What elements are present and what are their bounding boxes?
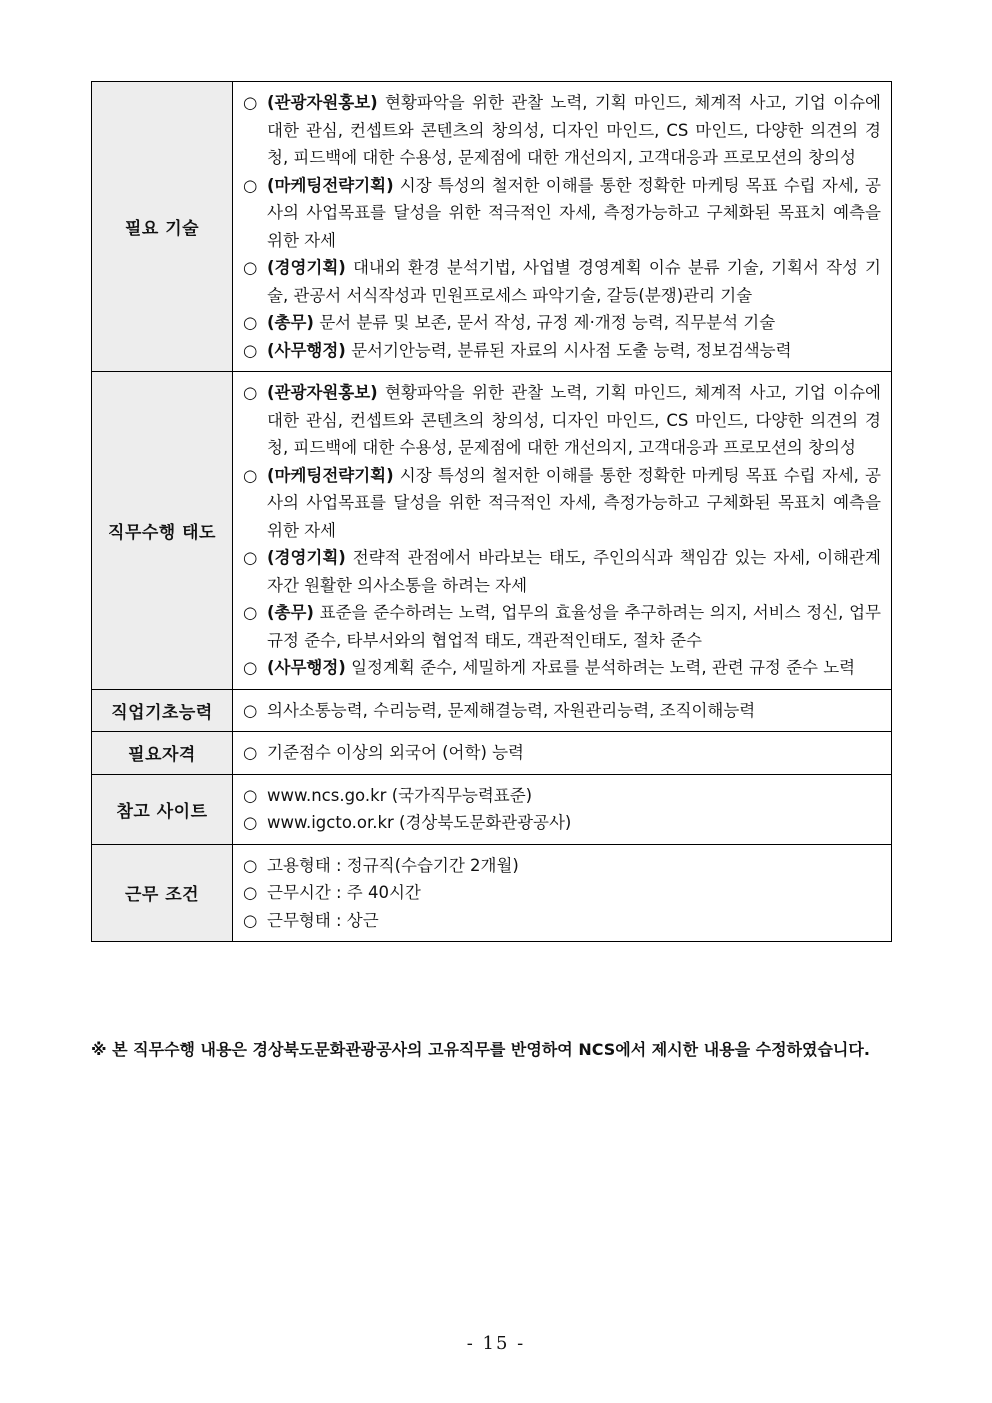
circle-bullet-icon: ○ (243, 603, 258, 622)
list-item (243, 852, 881, 880)
circle-bullet-icon: ○ (243, 855, 258, 875)
item-text: 근무형태 : 상근 (267, 910, 379, 930)
circle-bullet-icon: ○ (243, 813, 258, 832)
row-qualifications (92, 732, 892, 775)
list-item (243, 462, 881, 545)
page-number: - 15 - (466, 1333, 526, 1354)
item-text: 대내외 환경 분석기법, 사업별 경영계획 이슈 분류 기술, 기획서 작성 기술, 관공서 서식작성과 민원프로세스 파악기술, 갈등(분쟁)관리 기술 (267, 258, 881, 305)
row-content (233, 82, 892, 372)
circle-bullet-icon: ○ (243, 313, 258, 332)
item-category: (관광자원홍보) (267, 93, 378, 112)
circle-bullet-icon: ○ (243, 883, 258, 902)
circle-bullet-icon: ○ (243, 910, 258, 930)
list-item (243, 739, 881, 767)
list-item (243, 697, 881, 725)
row-content (233, 844, 892, 942)
item-text: 고용형태 : 정규직(수습기간 2개월) (267, 855, 519, 875)
list-item (243, 907, 881, 935)
list-item (243, 879, 881, 907)
item-category: (총무) (267, 603, 314, 622)
list-item (243, 309, 881, 337)
item-text: 기준점수 이상의 외국어 (어학) 능력 (267, 743, 524, 762)
row-content (233, 732, 892, 775)
list-item (243, 654, 881, 682)
circle-bullet-icon: ○ (243, 548, 258, 567)
list-item (243, 782, 881, 810)
row-header: 필요 기술 (92, 82, 233, 372)
circle-bullet-icon: ○ (243, 785, 258, 805)
list-item (243, 809, 881, 837)
circle-bullet-icon: ○ (243, 383, 258, 402)
item-category: (사무행정) (267, 658, 346, 677)
item-category: (관광자원홍보) (267, 383, 378, 402)
item-text: 현황파악을 위한 관찰 노력, 기획 마인드, 체계적 사고, 기업 이슈에 대한 관심, 컨셉트와 콘텐츠의 창의성, 디자인 마인드, CS 마인드, 다양한 의견의 경청, 피드백에 대한 수용성, 문제점에 대한 개선의지, 고객대응과 프로모션의 창의성 (267, 93, 881, 167)
row-header: 참고 사이트 (92, 774, 233, 844)
list-item (243, 544, 881, 599)
row-header: 직무수행 태도 (92, 372, 233, 690)
list-item (243, 379, 881, 462)
item-category: (사무행정) (267, 340, 346, 360)
list-item (243, 337, 881, 365)
item-text: 근무시간 : 주 40시간 (267, 883, 421, 902)
circle-bullet-icon: ○ (243, 658, 258, 677)
row-required-skills (92, 82, 892, 372)
site-link[interactable]: www.ncs.go.kr (국가직무능력표준) (267, 785, 533, 805)
row-work-attitude (92, 372, 892, 690)
item-text: 현황파악을 위한 관찰 노력, 기획 마인드, 체계적 사고, 기업 이슈에 대한 관심, 컨셉트와 콘텐츠의 창의성, 디자인 마인드, CS 마인드, 다양한 의견의 경청, 피드백에 대한 수용성, 문제점에 대한 개선의지, 고객대응과 프로모션의 창의성 (267, 383, 881, 457)
circle-bullet-icon: ○ (243, 175, 258, 195)
item-text: 시장 특성의 철저한 이해를 통한 정확한 마케팅 목표 수립 자세, 공사의 사업목표를 달성을 위한 적극적인 자세, 측정가능하고 구체화된 목표치 예측을 위한 자세 (267, 465, 881, 540)
item-category: (총무) (267, 313, 314, 332)
row-content (233, 774, 892, 844)
item-text: 전략적 관점에서 바라보는 태도, 주인의식과 책임감 있는 자세, 이해관계자간 원활한 의사소통을 하려는 자세 (267, 548, 881, 595)
list-item (243, 172, 881, 255)
site-link[interactable]: www.igcto.or.kr (경상북도문화관광공사) (267, 813, 572, 832)
list-item (243, 254, 881, 309)
row-content (233, 372, 892, 690)
row-header: 필요자격 (92, 732, 233, 775)
item-text: 문서기안능력, 분류된 자료의 시사점 도출 능력, 정보검색능력 (345, 340, 792, 360)
item-category: (경영기획) (267, 548, 346, 567)
item-text: 시장 특성의 철저한 이해를 통한 정확한 마케팅 목표 수립 자세, 공사의 사업목표를 달성을 위한 적극적인 자세, 측정가능하고 구체화된 목표치 예측을 위한 자세 (267, 175, 881, 250)
row-content (233, 689, 892, 732)
row-reference-sites (92, 774, 892, 844)
item-category: (경영기획) (267, 258, 346, 277)
item-text: 문서 분류 및 보존, 문서 작성, 규정 제·개정 능력, 직무분석 기술 (313, 313, 776, 332)
item-text: 일정계획 준수, 세밀하게 자료를 분석하려는 노력, 관련 규정 준수 노력 (345, 658, 856, 677)
circle-bullet-icon: ○ (243, 258, 258, 277)
row-header: 근무 조건 (92, 844, 233, 942)
list-item (243, 599, 881, 654)
item-text: 의사소통능력, 수리능력, 문제해결능력, 자원관리능력, 조직이해능력 (267, 700, 756, 720)
item-text: 표준을 준수하려는 노력, 업무의 효율성을 추구하려는 의지, 서비스 정신, 업무규정 준수, 타부서와의 협업적 태도, 객관적인태도, 절차 준수 (267, 603, 881, 650)
circle-bullet-icon: ○ (243, 743, 258, 762)
item-category: (마케팅전략기획) (267, 175, 394, 195)
circle-bullet-icon: ○ (243, 340, 258, 360)
list-item (243, 89, 881, 172)
row-work-conditions (92, 844, 892, 942)
row-header: 직업기초능력 (92, 689, 233, 732)
footnote: ※ 본 직무수행 내용은 경상북도문화관광공사의 고유직무를 반영하여 NCS에서 제시한 내용을 수정하였습니다. (91, 1040, 870, 1059)
row-basic-competency (92, 689, 892, 732)
circle-bullet-icon: ○ (243, 700, 258, 720)
circle-bullet-icon: ○ (243, 465, 258, 485)
circle-bullet-icon: ○ (243, 93, 258, 112)
item-category: (마케팅전략기획) (267, 465, 394, 485)
job-description-table (91, 81, 892, 942)
